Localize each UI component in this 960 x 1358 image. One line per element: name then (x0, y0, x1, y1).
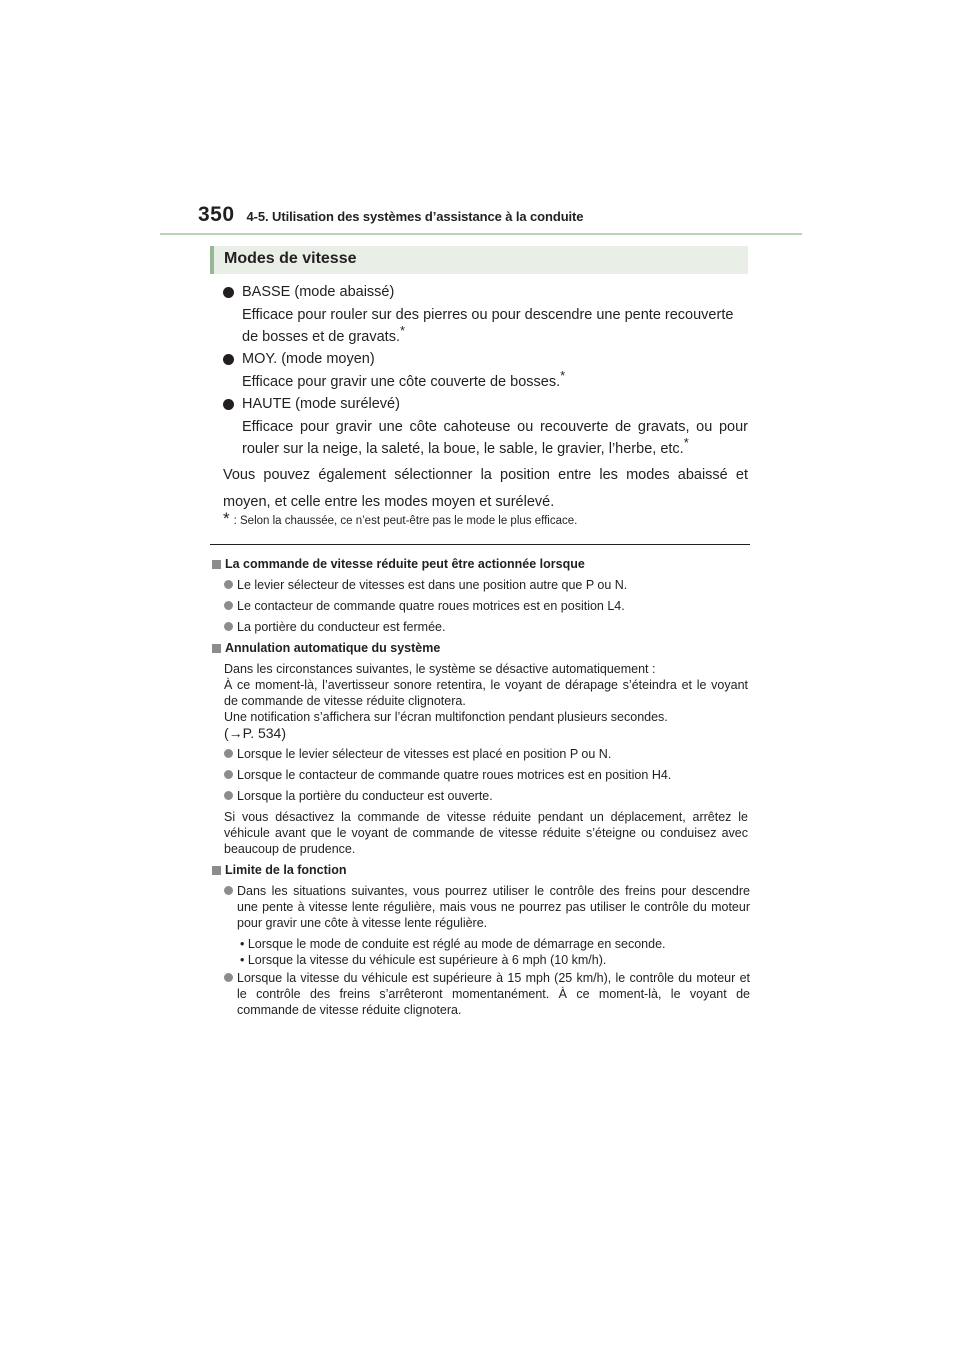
bullet-dot-icon (224, 770, 233, 779)
page-number: 350 (198, 203, 235, 226)
section-header (210, 246, 748, 274)
mode-label: MOY. (mode moyen) (242, 351, 375, 367)
note-text: À ce moment-là, l’avertisseur sonore retentira, le voyant de dérapage s’éteindra et le voyant de commande de vitesse réduite clignotera. (224, 678, 748, 708)
bullet-dot-icon (224, 973, 233, 982)
mode-desc-cont: de bosses et de gravats. (242, 329, 400, 345)
bullet-dot-icon (224, 601, 233, 610)
header-rule (160, 233, 802, 235)
mode-desc: Efficace pour rouler sur des pierres ou pour descendre une pente recouverte (242, 306, 734, 323)
selection-paragraph: Vous pouvez également sélectionner la position entre les modes abaissé et moyen, et celle entre les modes moyen et surélevé. (223, 467, 748, 510)
list-item (224, 746, 750, 762)
list-item (224, 598, 750, 614)
asterisk-mark: * (683, 435, 689, 451)
bullet-dot-icon (224, 622, 233, 631)
mode-haute (223, 393, 748, 461)
mode-basse (223, 281, 748, 349)
list-item (224, 577, 750, 593)
note-outro: Si vous désactivez la commande de vitesse réduite pendant un déplacement, arrêtez le véhicule avant que le voyant de commande de vitesse réduite s’éteigne ou conduisez avec beaucoup de prudence. (224, 810, 748, 856)
list-item-text: La portière du conducteur est fermée. (237, 620, 446, 634)
list-item-text: Dans les situations suivantes, vous pourrez utiliser le contrôle des freins pour descendre une pente à vitesse lente régulière, mais vous ne pourrez pas utiliser le contrôle du moteur pour gravir une côte à vitesse lente régulière. (237, 884, 750, 930)
footnote (223, 509, 577, 529)
mode-desc: Efficace pour gravir une côte couverte de bosses. (242, 373, 561, 390)
square-bullet-icon (212, 644, 221, 653)
list-item (224, 788, 750, 804)
note-body (224, 661, 748, 741)
list-item-text: Le contacteur de commande quatre roues motrices est en position L4. (237, 599, 625, 613)
list-item (224, 883, 750, 931)
page-header (198, 203, 583, 227)
asterisk-mark: * (560, 367, 566, 383)
square-bullet-icon (212, 560, 221, 569)
bullet-dot-icon (224, 580, 233, 589)
list-item-text: Lorsque la vitesse du véhicule est supérieure à 15 mph (25 km/h), le contrôle du moteur et le contrôle des freins s’arrêteront momentanément. À ce moment-là, le voyant de commande de vitesse réduite clignotera. (237, 971, 750, 1017)
bullet-dot-icon (223, 287, 234, 298)
mode-label: BASSE (mode abaissé) (242, 284, 395, 300)
list-item (224, 619, 750, 635)
bullet-dot-icon (224, 791, 233, 800)
page-reference: (→P. 534) (224, 725, 286, 741)
bullet-dot-icon (223, 354, 234, 365)
list-item-text: Le levier sélecteur de vitesses est dans une position autre que P ou N. (237, 578, 628, 592)
note-title: Limite de la fonction (225, 863, 347, 877)
section-divider (210, 544, 750, 545)
mode-desc: Efficace pour gravir une côte cahoteuse ou recouverte de gravats, ou pour (242, 418, 748, 435)
list-item (224, 970, 750, 1018)
note-text: Une notification s’affichera sur l’écran multifonction pendant plusieurs secondes. (224, 710, 668, 724)
note-title: Annulation automatique du système (225, 641, 441, 655)
sub-list-item: • Lorsque le mode de conduite est réglé au mode de démarrage en seconde. (240, 937, 666, 951)
list-item-text: Lorsque le contacteur de commande quatre roues motrices est en position H4. (237, 768, 672, 782)
list-item-text: Lorsque la portière du conducteur est ouverte. (237, 789, 493, 803)
asterisk-mark: * (400, 323, 406, 339)
bullet-dot-icon (224, 749, 233, 758)
note-text: Dans les circonstances suivantes, le système se désactive automatiquement : (224, 662, 656, 676)
mode-moy (223, 348, 748, 393)
chapter-title: 4-5. Utilisation des systèmes d’assistance à la conduite (246, 209, 584, 224)
footnote-text: : Selon la chaussée, ce n’est peut-être pas le mode le plus efficace. (233, 515, 578, 527)
note-heading-3 (212, 862, 748, 878)
section-title: Modes de vitesse (224, 250, 357, 267)
square-bullet-icon (212, 866, 221, 875)
note-title: La commande de vitesse réduite peut être actionnée lorsque (225, 557, 585, 571)
note-heading-1 (212, 556, 748, 572)
sub-list-item: • Lorsque la vitesse du véhicule est supérieure à 6 mph (10 km/h). (240, 953, 607, 967)
bullet-dot-icon (224, 886, 233, 895)
note-heading-2 (212, 640, 748, 656)
mode-label: HAUTE (mode surélevé) (242, 396, 400, 412)
list-item-text: Lorsque le levier sélecteur de vitesses est placé en position P ou N. (237, 747, 612, 761)
list-item (224, 767, 750, 783)
footnote-mark: * (223, 509, 230, 528)
bullet-dot-icon (223, 399, 234, 410)
mode-desc-cont: rouler sur la neige, la saleté, la boue, le sable, le gravier, l’herbe, etc. (242, 441, 684, 457)
